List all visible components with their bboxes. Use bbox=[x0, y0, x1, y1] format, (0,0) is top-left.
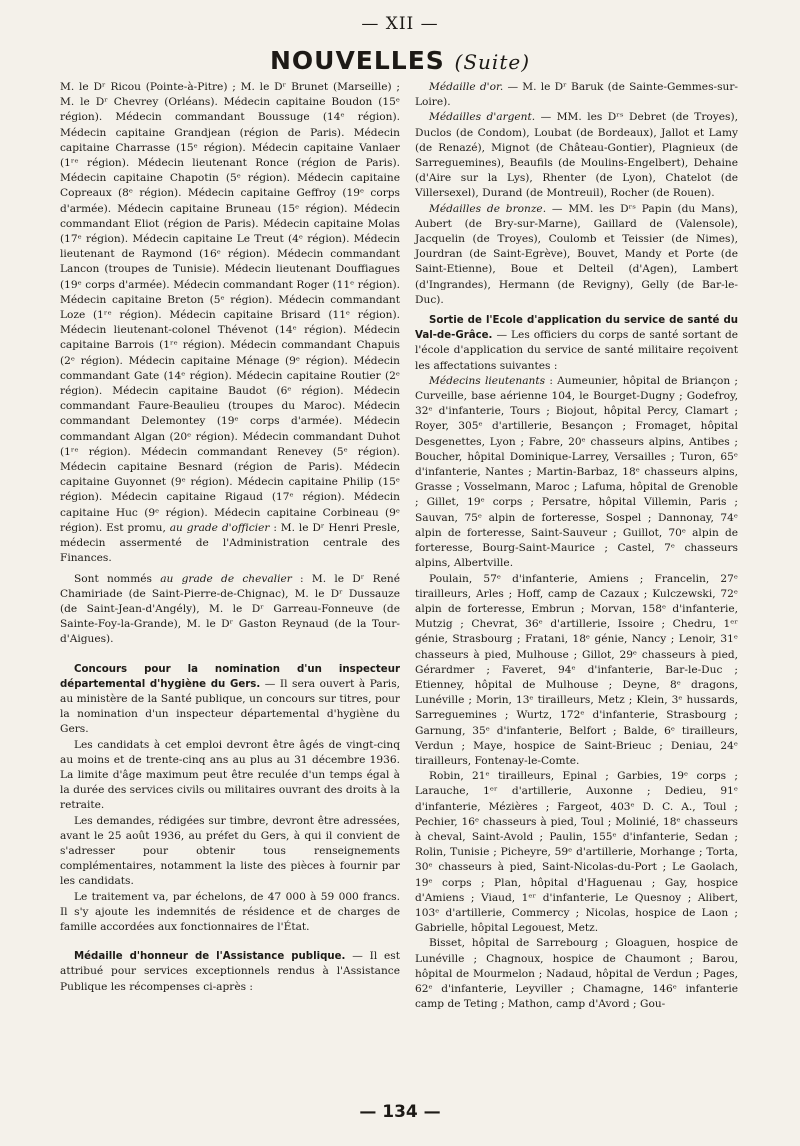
left-paragraph-2: Sont nommés au grade de chevalier : M. le Dʳ René Chamiriade (de Saint-Pierre-de-Chignac), M. le Dʳ Dussauze (de Saint-Jean-d'Angély), M. le Dʳ Garreau-Fonneuve (de Sainte-Foy-la-Grande), M. le Dʳ Gaston Reynaud (de la Tour-d'Aigues). bbox=[60, 572, 400, 646]
concours-section: Concours pour la nomination d'un inspecteur départemental d'hygiène du Gers. — Il sera ouvert à Paris, au ministère de la Santé publique, un concours sur titres, pour la nomination d'un inspecteur départemental d'hygiène du Gers. bbox=[60, 663, 400, 736]
right-paragraph-7: Bisset, hôpital de Sarrebourg ; Gloaguen, hospice de Lunéville ; Chagnoux, hospice de Chaumont ; Barou, hôpital de Mourmelon ; Nadaud, hôpital de Verdun ; Pages, 62ᵉ d'infanterie, Leyviller ; Chamagne, 146ᵉ infanterie camp de Teting ; Mathon, camp d'Avord ; Gou- bbox=[415, 937, 738, 1011]
title-suite: (Suite) bbox=[454, 50, 531, 74]
right-column bbox=[415, 80, 738, 1012]
left-column bbox=[60, 80, 400, 995]
ecole-heading: Sortie de l'Ecole d'application du service de santé du Val-de-Grâce. bbox=[415, 315, 738, 342]
right-paragraph-6: Robin, 21ᵉ tirailleurs, Epinal ; Garbies, 19ᵉ corps ; Larauche, 1ᵉʳ d'artillerie, Auxonne ; Dedieu, 91ᵉ d'infanterie, Mézières ; Fargeot, 403ᵉ D. C. A., Toul ; Pechier, 16ᵉ chasseurs à pied, Toul ; Molinié, 18ᵉ chasseurs à cheval, Saint-Avold ; Paulin, 155ᵉ d'infanterie, Sedan ; Rolin, Tunisie ; Picheyre, 59ᵉ d'artillerie, Morhange ; Torta, 30ᵉ chasseurs à pied, Saint-Nicolas-du-Port ; Le Gaolach, 19ᵉ corps ; Plan, hôpital d'Haguenau ; Gay, hospice d'Amiens ; Viaud, 1ᵉʳ d'infanterie, Le Quesnoy ; Alibert, 103ᵉ d'artillerie, Commercy ; Nicolas, hospice de Laon ; Gabrielle, hôpital Legouest, Metz. bbox=[415, 770, 738, 935]
medaille-heading: Médaille d'honneur de l'Assistance publique. bbox=[74, 951, 346, 963]
medaille-or: Médaille d'or. — M. le Dʳ Baruk (de Sainte-Gemmes-sur-Loire). bbox=[415, 81, 738, 109]
medaille-section: Médaille d'honneur de l'Assistance publique. — Il est attribué pour services exceptionnels rendus à l'Assistance Publique les récompenses ci-après : bbox=[60, 950, 400, 993]
ecole-section: Sortie de l'Ecole d'application du service de santé du Val-de-Grâce. — Les officiers du corps de santé sortant de l'école d'application du service de santé militaire reçoivent les affectations suivantes : bbox=[415, 315, 739, 372]
left-paragraph-3: Les candidats à cet emploi devront être âgés de vingt-cinq au moins et de trente-cinq ans au plus au 31 décembre 1936. La limite d'âge maximum peut être reculée d'un temps égal à la durée des services civils ou militaires ouvrant des droits à la retraite. bbox=[60, 738, 400, 812]
concours-heading: Concours pour la nomination d'un inspecteur départemental d'hygiène du Gers. bbox=[60, 663, 400, 690]
medailles-argent: Médailles d'argent. — MM. les Dʳˢ Debret (de Troyes), Duclos (de Condom), Loubat (de Bordeaux), Jallot et Lamy (de Renazé), Mignot (de Château-Gontier), Plagnieux (de Sarreguemines), Beaufils (de Moulins-Engelbert), Dehaine (d'Aire sur la Lys), Rhenter (de Lyon), Chatelot (de Villersexel), Durand (de Montreuil), Rocher (de Rouen). bbox=[415, 111, 738, 200]
page-title bbox=[0, 46, 800, 75]
medecins-lieutenants: Médecins lieutenants : Aumeunier, hôpital de Briançon ; Curveille, base aérienne 104, le Bourget-Dugny ; Godefroy, 32ᵉ d'infanterie, Tours ; Biojout, hôpital Percy, Clamart ; Royer, 305ᵉ d'artillerie, Besançon ; Fromaget, hôpital Desgenettes, Lyon ; Fabre, 20ᵉ chasseurs alpins, Antibes ; Boucher, hôpital Dominique-Larrey, Versailles ; Turon, 65ᵉ d'infanterie, Nantes ; Martin-Barbaz, 18ᵉ chasseurs alpins, Grasse ; Vosselmann, Maroc ; Lafuma, hôpital de Grenoble ; Gillet, 19ᵉ corps ; Persatre, hôpital Villemin, Paris ; Sauvan, 75ᵉ alpin de forteresse, Sospel ; Dannonay, 74ᵉ alpin de forteresse, Saint-Sauveur ; Guillot, 70ᵉ alpin de forteresse, Bourg-Saint-Maurice ; Castel, 7ᵉ chasseurs alpins, Albertville. bbox=[415, 374, 738, 570]
left-paragraph-5: Le traitement va, par échelons, de 47 000 à 59 000 francs. Il s'y ajoute les indemnités de résidence et de charges de famille accordées aux fonctionnaires de l'État. bbox=[60, 890, 400, 933]
medailles-bronze: Médailles de bronze. — MM. les Dʳˢ Papin (du Mans), Aubert (de Bry-sur-Marne), Gaillard de (Valensole), Jacquelin (de Troyes), Coulomb et Teissier (de Nimes), Jourdran (de Saint-Egrève), Bouvet, Mandy et Porte (de Saint-Etienne), Boue et Delteil (d'Agen), Lambert (d'Ingrandes), Hermann (de Revigny), Gelly (de Bar-le-Duc). bbox=[415, 202, 738, 306]
left-paragraph-1: M. le Dʳ Ricou (Pointe-à-Pitre) ; M. le Dʳ Brunet (Marseille) ; M. le Dʳ Chevrey (Orléans). Médecin capitaine Boudon (15ᵉ région). Médecin commandant Boussuge (14ᵉ région). Médecin capitaine Grandjean (région de Paris). Médecin capitaine Charrasse (15ᵉ région). Médecin capitaine Vanlaer (1ʳᵉ région). Médecin lieutenant Ronce (région de Paris). Médecin capitaine Chapotin (5ᵉ région). Médecin capitaine Copreaux (8ᵉ région). Médecin capitaine Geffroy (19ᵉ corps d'armée). Médecin capitaine Bruneau (15ᵉ région). Médecin commandant Eliot (région de Paris). Médecin capitaine Molas (17ᵉ région). Médecin capitaine Le Treut (4ᵉ région). Médecin lieutenant de Raymond (16ᵉ région). Médecin commandant Lancon (troupes de Tunisie). Médecin lieutenant Douffiagues (19ᵉ corps d'armée). Médecin commandant Roger (11ᵉ région). Médecin capitaine Breton (5ᵉ région). Médecin commandant Loze (1ʳᵉ région). Médecin capitaine Brisard (11ᵉ région). Médecin lieutenant-colonel Thévenot (14ᵉ région). Médecin capitaine Barrois (1ʳᵉ région). Médecin commandant Chapuis (2ᵉ région). Médecin capitaine Ménage (9ᵉ région). Médecin commandant Gate (14ᵉ région). Médecin capitaine Routier (2ᵉ région). Médecin capitaine Baudot (6ᵉ région). Médecin commandant Faure-Beaulieu (troupes du Maroc). Médecin commandant Delemontey (19ᵉ corps d'armée). Médecin commandant Algan (20ᵉ région). Médecin commandant Duhot (1ʳᵉ région). Médecin commandant Renevey (5ᵉ région). Médecin capitaine Besnard (région de Paris). Médecin capitaine Guyonnet (9ᵉ région). Médecin capitaine Philip (15ᵉ région). Médecin capitaine Rigaud (17ᵉ région). Médecin capitaine Huc (9ᵉ région). Médecin capitaine Corbineau (9ᵉ région). Est promu, au grade d'officier : M. le Dʳ Henri Presle, médecin assermenté de l'Administration centrale des Finances. bbox=[60, 81, 400, 565]
right-paragraph-5: Poulain, 57ᵉ d'infanterie, Amiens ; Francelin, 27ᵉ tirailleurs, Arles ; Hoff, camp de Cazaux ; Kulczewski, 72ᵉ alpin de forteresse, Embrun ; Morvan, 158ᵉ d'infanterie, Mutzig ; Chevrat, 36ᵉ d'artillerie, Issoire ; Chedru, 1ᵉʳ génie, Strasbourg ; Fratani, 18ᵉ génie, Nancy ; Lenoir, 31ᵉ chasseurs à pied, Mulhouse ; Gillot, 29ᵉ chasseurs à pied, Gérardmer ; Faveret, 94ᵉ d'infanterie, Bar-le-Duc ; Etienney, hôpital de Mulhouse ; Deyne, 8ᵉ dragons, Lunéville ; Morin, 13ᵉ tirailleurs, Metz ; Klein, 3ᵉ hussards, Sarreguemines ; Wurtz, 172ᵉ d'infanterie, Strasbourg ; Garnung, 35ᵉ d'infanterie, Belfort ; Balde, 6ᵉ tirailleurs, Verdun ; Maye, hospice de Saint-Brieuc ; Deniau, 24ᵉ tirailleurs, Fontenay-le-Comte. bbox=[415, 572, 738, 767]
roman-page-number: — XII — bbox=[361, 14, 439, 34]
title-text: NOUVELLES bbox=[269, 46, 445, 75]
page-number: — 134 — bbox=[359, 1102, 441, 1122]
left-paragraph-4: Les demandes, rédigées sur timbre, devront être adressées, avant le 25 août 1936, au préfet du Gers, à qui il convient de s'adresser pour obtenir tous renseignements complémentaires, notamment la liste des pièces à fournir par les candidats. bbox=[60, 814, 400, 888]
